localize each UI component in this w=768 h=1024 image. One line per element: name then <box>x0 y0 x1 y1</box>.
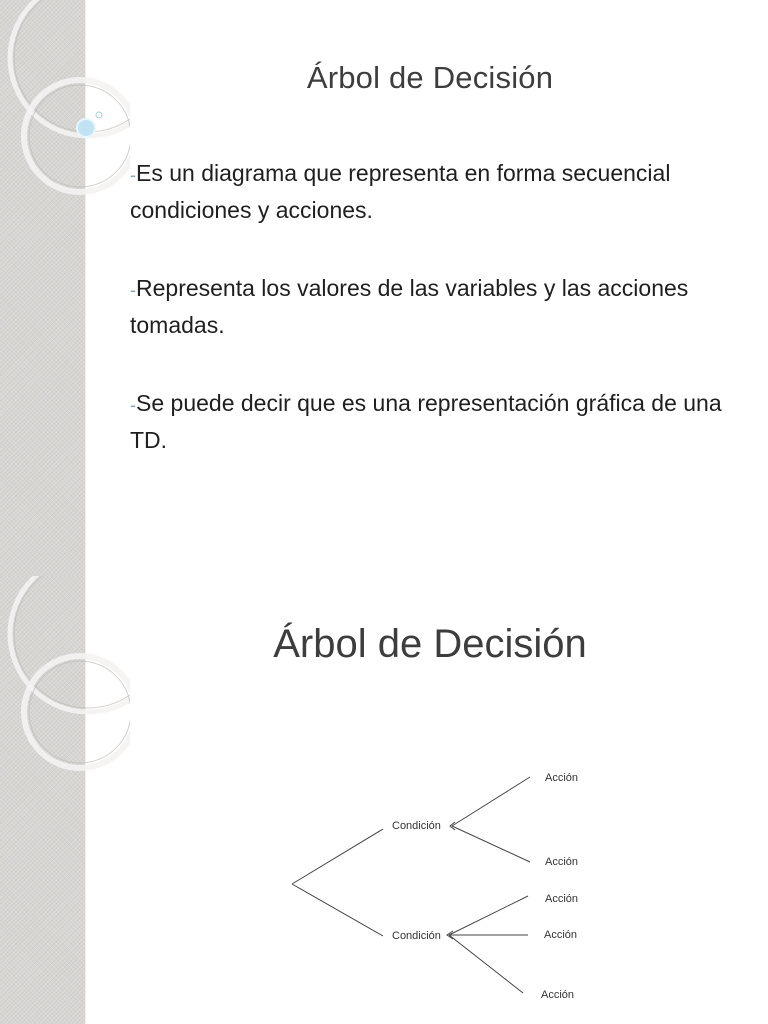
bullet-item <box>130 386 740 458</box>
bullet-item <box>130 271 740 343</box>
bullet-dash: - <box>130 280 136 300</box>
condition-node: Condición <box>392 930 441 942</box>
bullet-dash: - <box>130 395 136 415</box>
action-node: Acción <box>545 772 579 784</box>
tree-edge <box>449 935 523 993</box>
tree-edge <box>292 829 383 884</box>
bullet-list <box>130 156 740 501</box>
action-node: Acción <box>545 856 579 868</box>
decision-tree-diagram <box>0 576 768 1024</box>
bullet-dash: - <box>130 165 136 185</box>
bubble-icon <box>77 119 95 137</box>
bullet-text: Representa los valores de las variables y las acciones tomadas. <box>130 275 689 338</box>
condition-node: Condición <box>392 820 441 832</box>
action-node: Acción <box>541 989 575 1001</box>
slide-2-title: Árbol de Decisión <box>273 622 587 666</box>
tree-edge <box>449 896 528 935</box>
action-node: Acción <box>544 929 578 941</box>
decorative-rings-icon <box>0 0 130 576</box>
slide-2 <box>0 576 768 1024</box>
bullet-item <box>130 156 740 228</box>
bullet-text: Se puede decir que es una representación gráfica de una TD. <box>130 390 722 453</box>
tree-edge <box>452 826 530 862</box>
tree-edge <box>292 884 383 936</box>
bullet-text: Es un diagrama que representa en forma secuencial condiciones y acciones. <box>130 160 671 223</box>
action-node: Acción <box>545 893 579 905</box>
tree-edge <box>452 777 530 826</box>
slide-1-title: Árbol de Decisión <box>306 60 554 95</box>
